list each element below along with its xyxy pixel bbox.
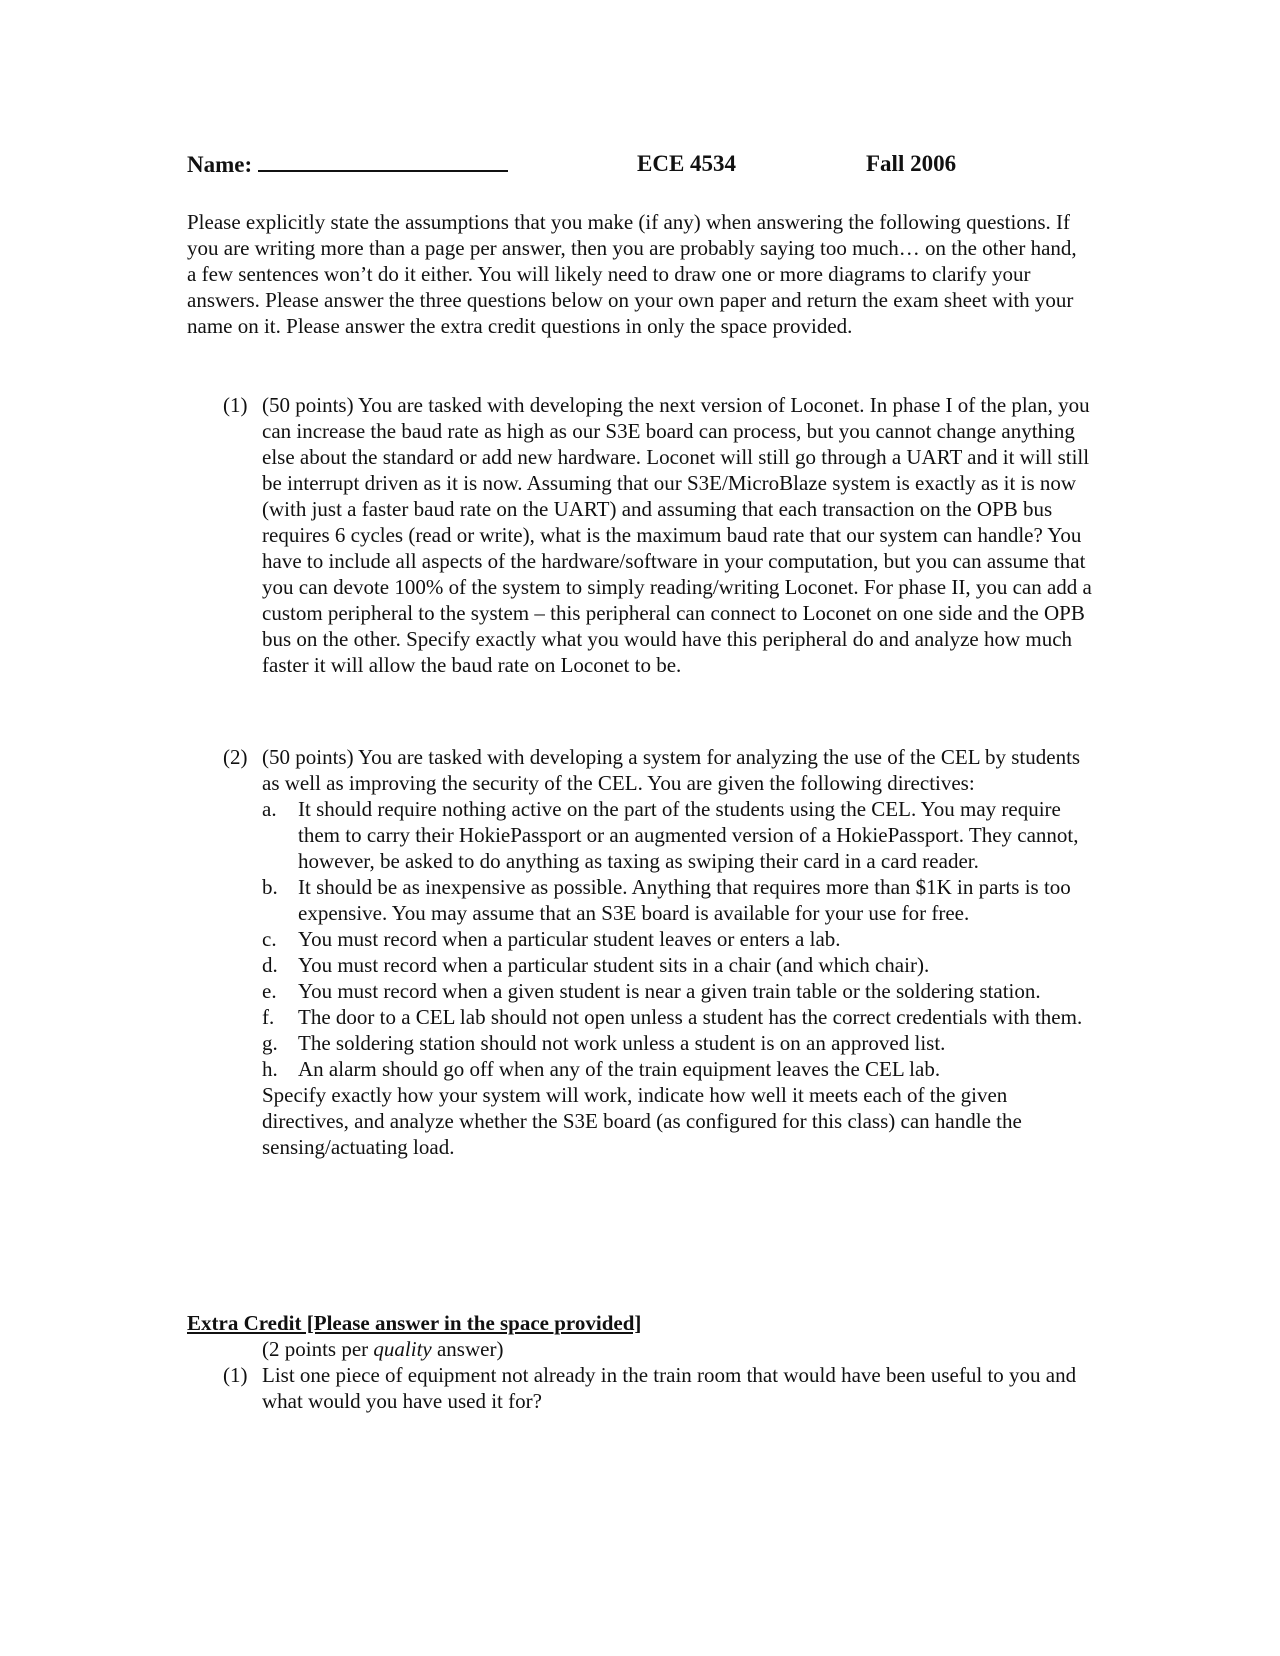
question-2-closing: Specify exactly how your system will work, indicate how well it meets each of the given directives, and analyze whether the S3E board (as configured for this class) can handle the sensing/actuating load.	[262, 1083, 1022, 1159]
directive-item	[262, 926, 1093, 952]
name-label: Name:	[187, 152, 253, 177]
directive-text: You must record when a given student is near a given train table or the soldering station.	[298, 979, 1041, 1003]
course-number: ECE 4534	[637, 151, 737, 176]
directive-letter: b.	[262, 875, 278, 899]
extra-credit-question-1-number: (1)	[223, 1363, 248, 1387]
directive-text: The soldering station should not work unless a student is on an approved list.	[298, 1031, 946, 1055]
directive-text: You must record when a particular student sits in a chair (and which chair).	[298, 953, 930, 977]
directive-text: It should be as inexpensive as possible. Anything that requires more than $1K in parts is too expensive. You may assume that an S3E board is available for your use for free.	[298, 875, 1071, 925]
directive-item	[262, 952, 1093, 978]
term: Fall 2006	[866, 151, 957, 176]
directive-text: An alarm should go off when any of the train equipment leaves the CEL lab.	[298, 1057, 941, 1081]
question-1	[223, 392, 1093, 678]
question-2	[223, 744, 1093, 1160]
extra-credit-note	[262, 1336, 503, 1362]
note-emphasis: quality	[373, 1337, 432, 1361]
directive-text: It should require nothing active on the part of the students using the CEL. You may require them to carry their HokiePassport or an augmented version of a HokiePassport. They cannot, however, be asked to do anything as taxing as swiping their card in a card reader.	[298, 797, 1079, 873]
extra-credit-question-1	[223, 1362, 1093, 1414]
directive-item	[262, 1030, 1093, 1056]
directive-text: You must record when a particular student leaves or enters a lab.	[298, 927, 841, 951]
directive-item	[262, 1004, 1093, 1030]
directive-letter: a.	[262, 797, 277, 821]
question-2-text: (50 points) You are tasked with developing a system for analyzing the use of the CEL by students as well as improving the security of the CEL. You are given the following directives:	[262, 745, 1081, 795]
extra-credit-title: Extra Credit [Please answer in the space provided]	[187, 1311, 642, 1335]
question-2-number: (2)	[223, 745, 248, 769]
directive-item	[262, 874, 1093, 926]
directive-letter: g.	[262, 1031, 278, 1055]
directive-item	[262, 1056, 1093, 1082]
directive-item	[262, 978, 1093, 1004]
directive-letter: d.	[262, 953, 278, 977]
directive-text: The door to a CEL lab should not open unless a student has the correct credentials with them.	[298, 1005, 1083, 1029]
directive-item	[262, 796, 1093, 874]
note-prefix: (2 points per	[262, 1337, 374, 1361]
directive-letter: h.	[262, 1057, 278, 1081]
directive-list	[223, 796, 1093, 1082]
question-1-number: (1)	[223, 393, 248, 417]
directive-letter: c.	[262, 927, 277, 951]
name-field	[187, 150, 508, 179]
directive-letter: f.	[262, 1005, 275, 1029]
name-blank-line[interactable]	[258, 150, 508, 172]
question-1-text: (50 points) You are tasked with developing the next version of Loconet. In phase I of the plan, you can increase the baud rate as high as our S3E board can process, but you cannot change anything else about the standard or add new hardware. Loconet will still go through a UART and it will still be interrupt driven as it is now. Assuming that our S3E/MicroBlaze system is exactly as it is now (with just a faster baud rate on the UART) and assuming that each transaction on the OPB bus requires 6 cycles (read or write), what is the maximum baud rate that our system can handle? You have to include all aspects of the hardware/software in your computation, but you can assume that you can devote 100% of the system to simply reading/writing Loconet. For phase II, you can add a custom peripheral to the system – this peripheral can connect to Loconet on one side and the OPB bus on the other. Specify exactly what you would have this peripheral do and analyze how much faster it will allow the baud rate on Loconet to be.	[262, 393, 1092, 677]
note-suffix: answer)	[431, 1337, 504, 1361]
extra-credit-question-1-text: List one piece of equipment not already in the train room that would have been useful to you and what would you have used it for?	[262, 1363, 1077, 1413]
directive-letter: e.	[262, 979, 277, 1003]
instructions: Please explicitly state the assumptions that you make (if any) when answering the following questions. If you are writing more than a page per answer, then you are probably saying too much… on the other hand, a few sentences won’t do it either. You will likely need to draw one or more diagrams to clarify your answers. Please answer the three questions below on your own paper and return the exam sheet with your name on it. Please answer the extra credit questions in only the space provided.	[187, 210, 1077, 338]
